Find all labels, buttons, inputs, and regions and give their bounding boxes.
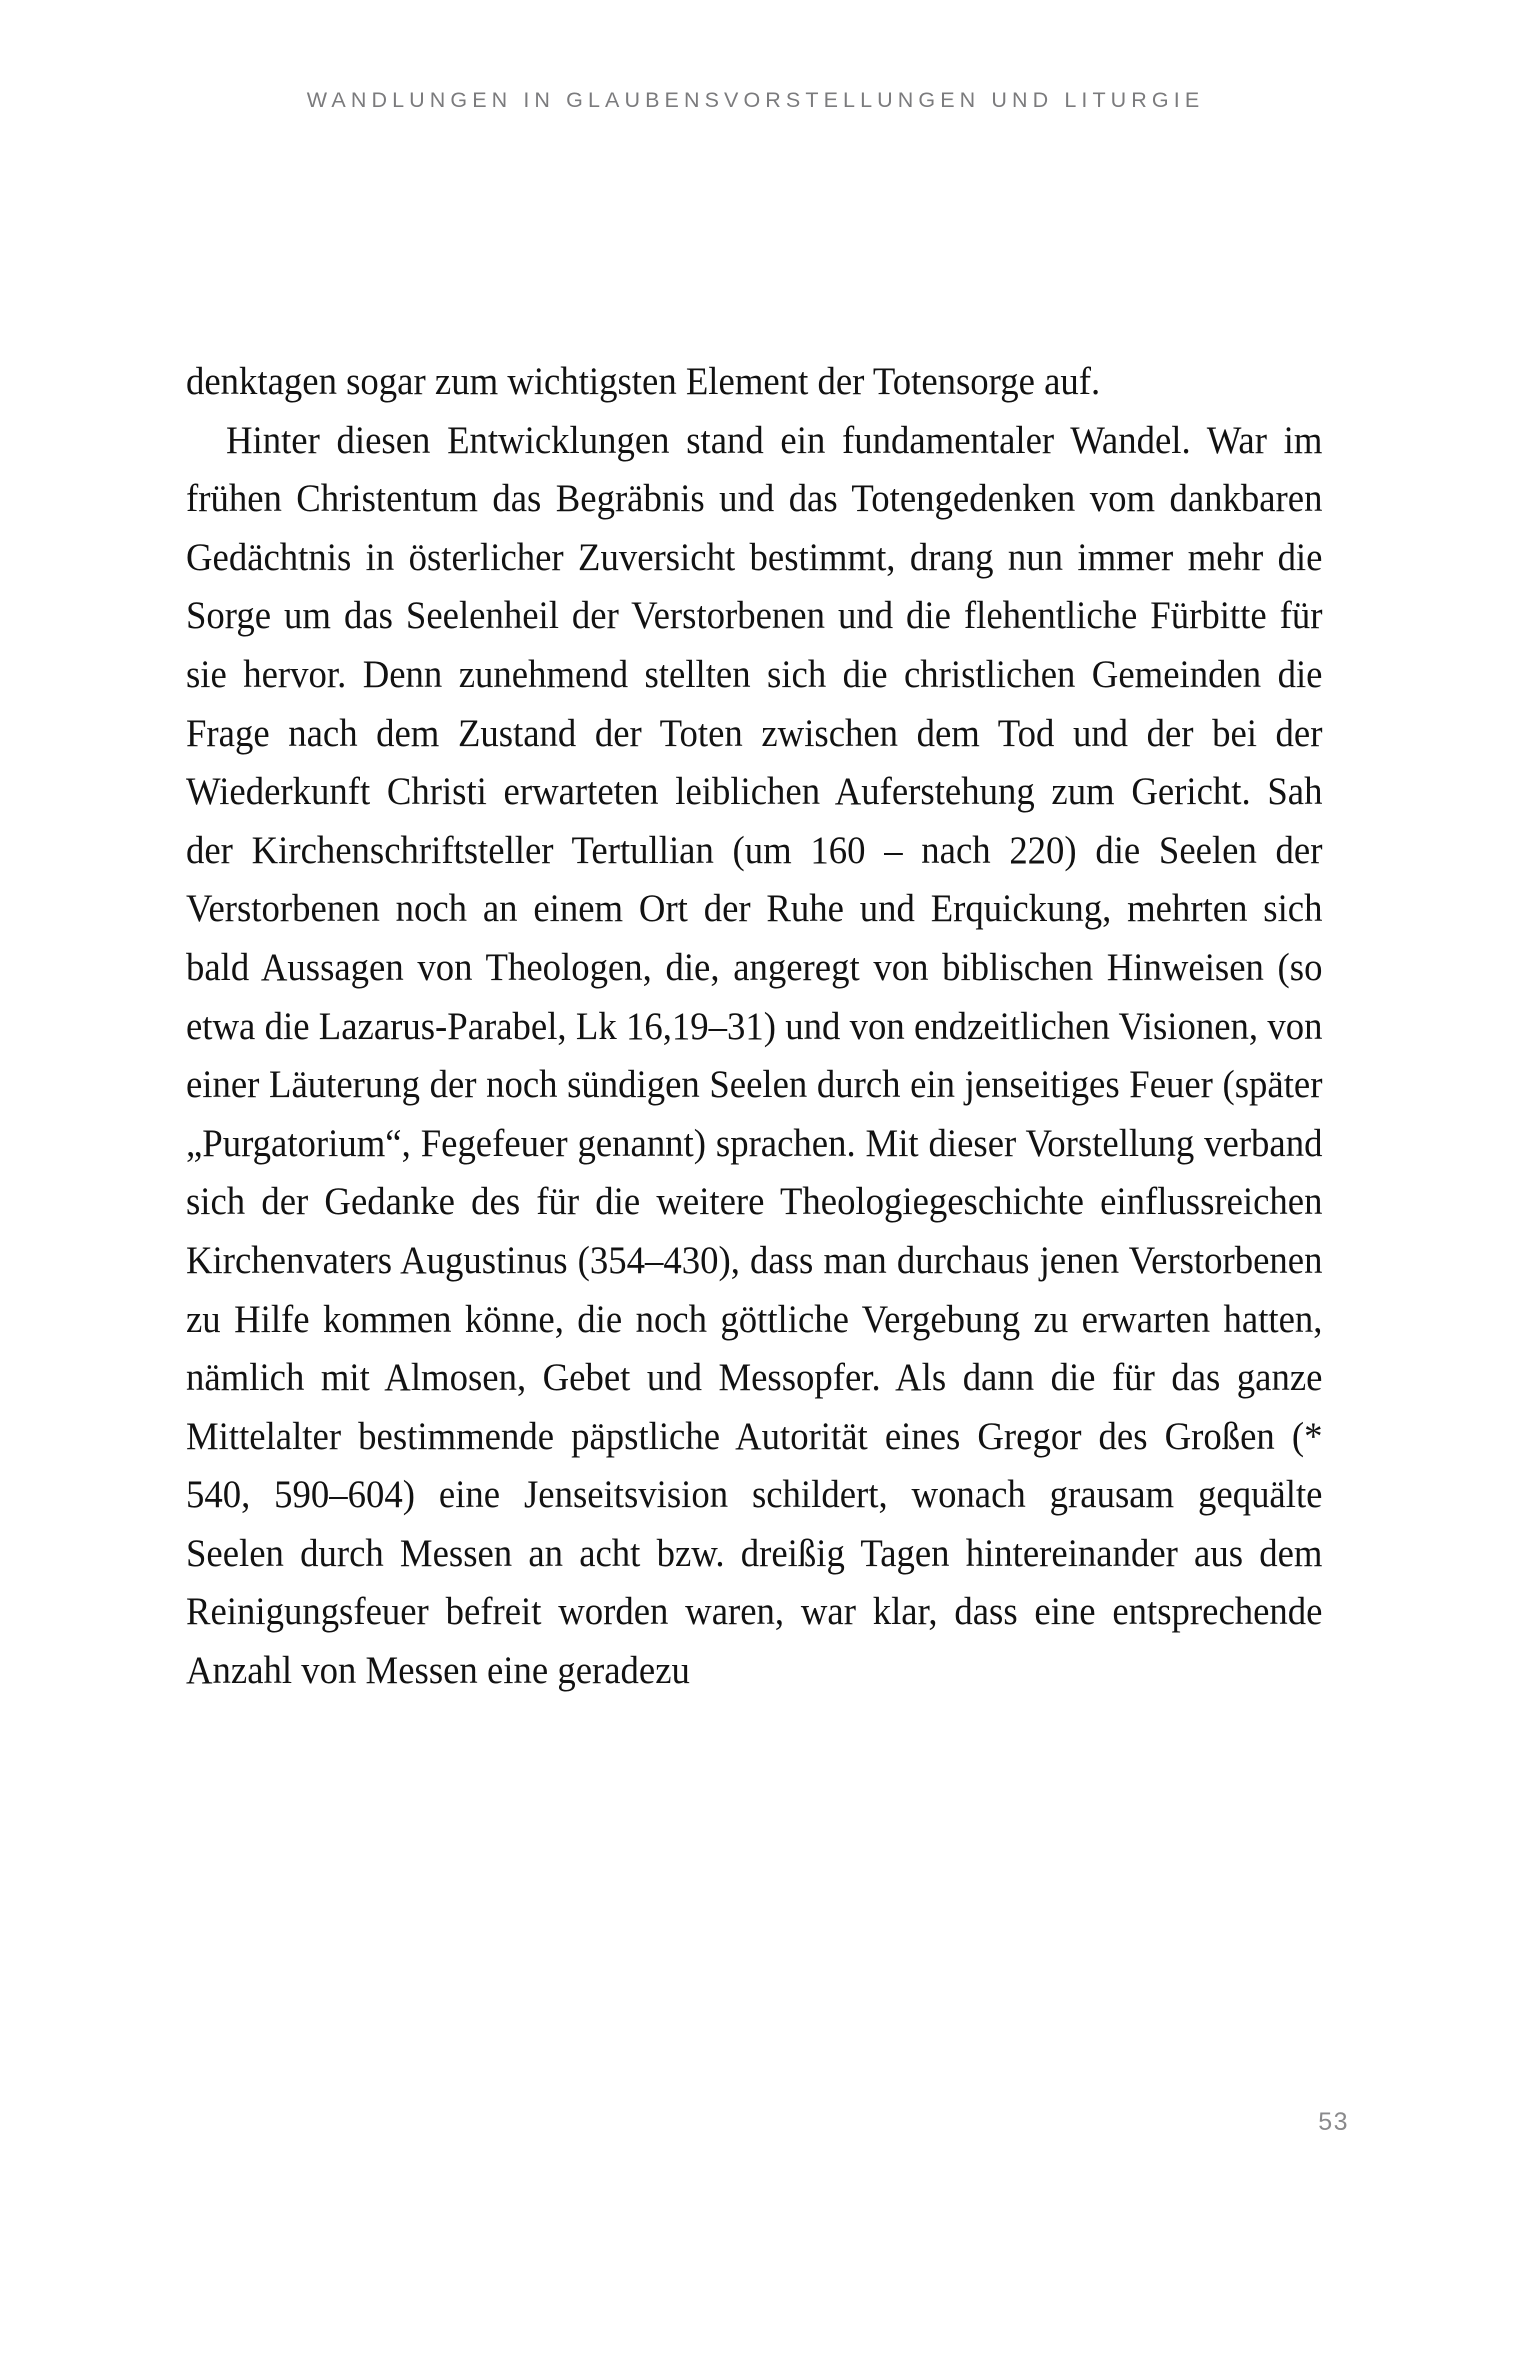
- running-head: WANDLUNGEN IN GLAUBENSVORSTELLUNGEN UND LITURGIE: [306, 88, 1205, 112]
- paragraph-continued: denktagen sogar zum wichtigsten Element der Totensorge auf.: [186, 359, 1101, 403]
- paragraph-main: Hinter diesen Entwicklungen stand ein fundamentaler Wandel. War im frühen Christentum das Begräbnis und das Totengedenken vom dankbaren Gedächtnis in österlicher Zuversicht bestimmt, drang nun immer mehr die Sorge um das Seelenheil der Verstorbenen und die flehentliche Fürbitte für sie hervor. Denn zunehmend stellten sich die christlichen Gemeinden die Frage nach dem Zustand der Toten zwischen dem Tod und der bei der Wiederkunft Christi erwarteten leiblichen Auferstehung zum Gericht. Sah der Kirchenschriftsteller Tertullian (um 160 – nach 220) die Seelen der Verstorbenen noch an einem Ort der Ruhe und Erquickung, mehrten sich bald Aussagen von Theologen, die, angeregt von biblischen Hinweisen (so etwa die Lazarus-Parabel, Lk 16,19–31) und von endzeitlichen Visionen, von einer Läuterung der noch sündigen Seelen durch ein jenseitiges Feuer (später „Purgatorium“, Fegefeuer genannt) sprachen. Mit dieser Vorstellung verband sich der Gedanke des für die weitere Theologiegeschichte einflussreichen Kirchenvaters Augustinus (354–430), dass man durchaus jenen Verstorbenen zu Hilfe kommen könne, die noch göttliche Vergebung zu erwarten hatten, nämlich mit Almosen, Gebet und Messopfer. Als dann die für das ganze Mittelalter bestimmende päpstliche Autorität eines Gregor des Großen (* 540, 590–604) eine Jenseitsvision schildert, wonach grausam gequälte Seelen durch Messen an acht bzw. dreißig Tagen hintereinander aus dem Reinigungsfeuer befreit worden waren, war klar, dass eine entsprechende Anzahl von Messen eine geradezu: [186, 417, 1323, 1693]
- body-text-block: [186, 352, 1322, 1700]
- page-number: 53: [1318, 2108, 1349, 2136]
